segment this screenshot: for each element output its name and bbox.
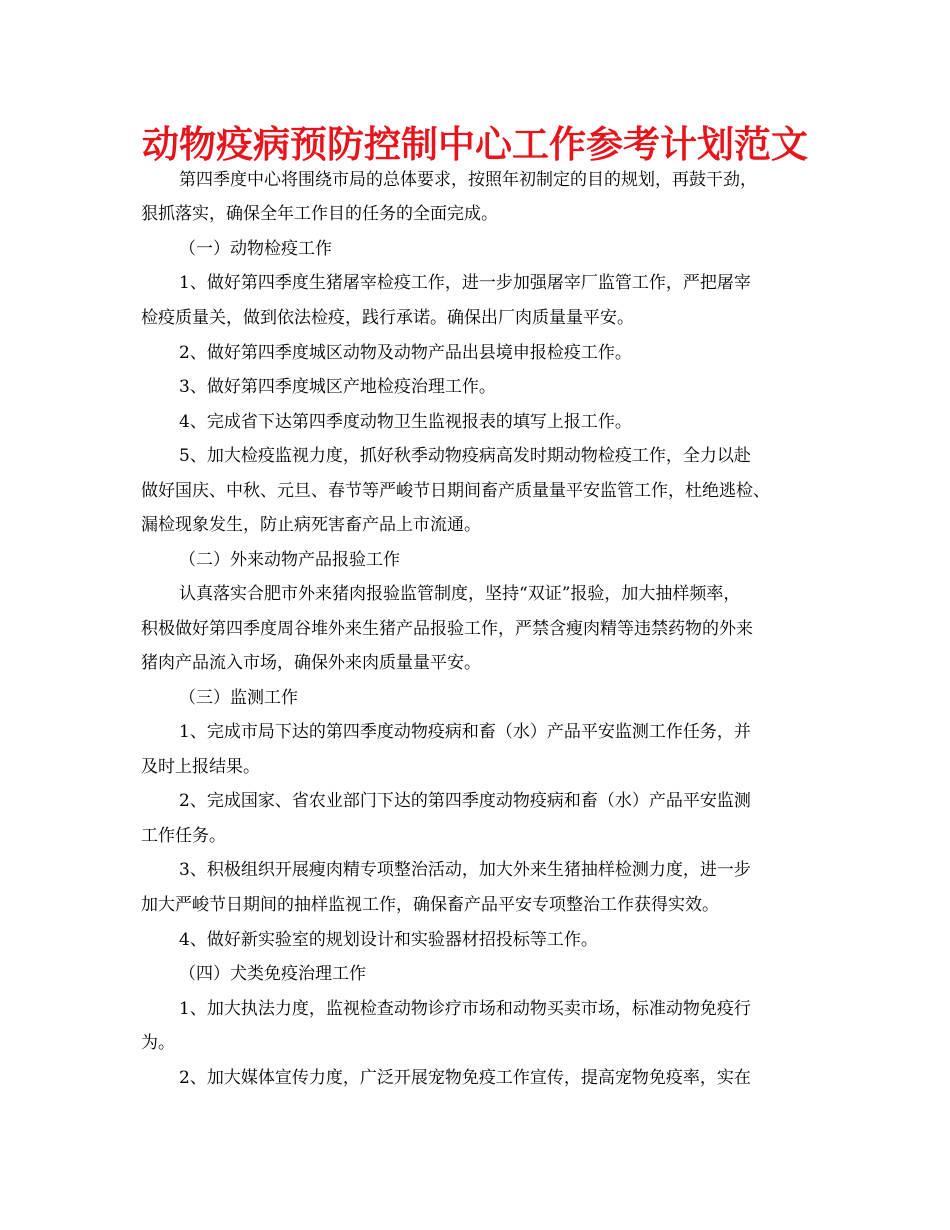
section-heading: （三）监测工作 — [179, 688, 298, 708]
paragraph-line: 认真落实合肥市外来猪肉报验监管制度，坚持“双证”报验，加大抽样频率， — [179, 584, 741, 604]
paragraph-line: 3、做好第四季度城区产地检疫治理工作。 — [179, 377, 496, 397]
paragraph-line: 2、加大媒体宣传力度，广泛开展宠物免疫工作宣传，提高宠物免疫率，实在 — [179, 1068, 751, 1088]
paragraph-line: 狠抓落实，确保全年工作目的任务的全面完成。 — [141, 204, 498, 224]
paragraph-line: 2、做好第四季度城区动物及动物产品出县境申报检疫工作。 — [179, 343, 632, 363]
paragraph-line: 1、加大执法力度，监视检查动物诊疗市场和动物买卖市场，标准动物免疫行 — [179, 999, 751, 1019]
paragraph-line: 4、做好新实验室的规划设计和实验器材招投标等工作。 — [179, 930, 598, 950]
paragraph-line: 第四季度中心将围绕市局的总体要求，按照年初制定的目的规划，再鼓干劲， — [179, 170, 757, 190]
section-heading: （二）外来动物产品报验工作 — [179, 550, 400, 570]
paragraph-line: 4、完成省下达第四季度动物卫生监视报表的填写上报工作。 — [179, 412, 632, 432]
document-title: 动物疫病预防控制中心工作参考计划范文 — [142, 123, 808, 166]
section-heading: （四）犬类免疫治理工作 — [179, 964, 366, 984]
paragraph-line: 为。 — [141, 1033, 175, 1053]
paragraph-line: 及时上报结果。 — [141, 757, 260, 777]
paragraph-line: 5、加大检疫监视力度，抓好秋季动物疫病高发时期动物检疫工作，全力以赴 — [179, 446, 751, 466]
paragraph-line: 检疫质量关，做到依法检疫，践行承诺。确保出厂肉质量量平安。 — [141, 308, 634, 328]
paragraph-line: 工作任务。 — [141, 826, 226, 846]
paragraph-line: 猪肉产品流入市场，确保外来肉质量量平安。 — [141, 653, 481, 673]
paragraph-line: 漏检现象发生，防止病死害畜产品上市流通。 — [141, 515, 481, 535]
paragraph-line: 做好国庆、中秋、元旦、春节等严峻节日期间畜产质量量平安监管工作，杜绝逃检、 — [141, 481, 770, 501]
paragraph-line: 积极做好第四季度周谷堆外来生猪产品报验工作，严禁含瘦肉精等违禁药物的外来 — [141, 619, 753, 639]
paragraph-line: 1、完成市局下达的第四季度动物疫病和畜（水）产品平安监测工作任务，并 — [179, 722, 751, 742]
paragraph-line: 1、做好第四季度生猪屠宰检疫工作，进一步加强屠宰厂监管工作，严把屠宰 — [179, 273, 751, 293]
paragraph-line: 3、积极组织开展瘦肉精专项整治活动，加大外来生猪抽样检测力度，进一步 — [179, 860, 751, 880]
paragraph-line: 加大严峻节日期间的抽样监视工作，确保畜产品平安专项整治工作获得实效。 — [141, 895, 719, 915]
paragraph-line: 2、完成国家、省农业部门下达的第四季度动物疫病和畜（水）产品平安监测 — [179, 791, 751, 811]
section-heading: （一）动物检疫工作 — [179, 239, 332, 259]
